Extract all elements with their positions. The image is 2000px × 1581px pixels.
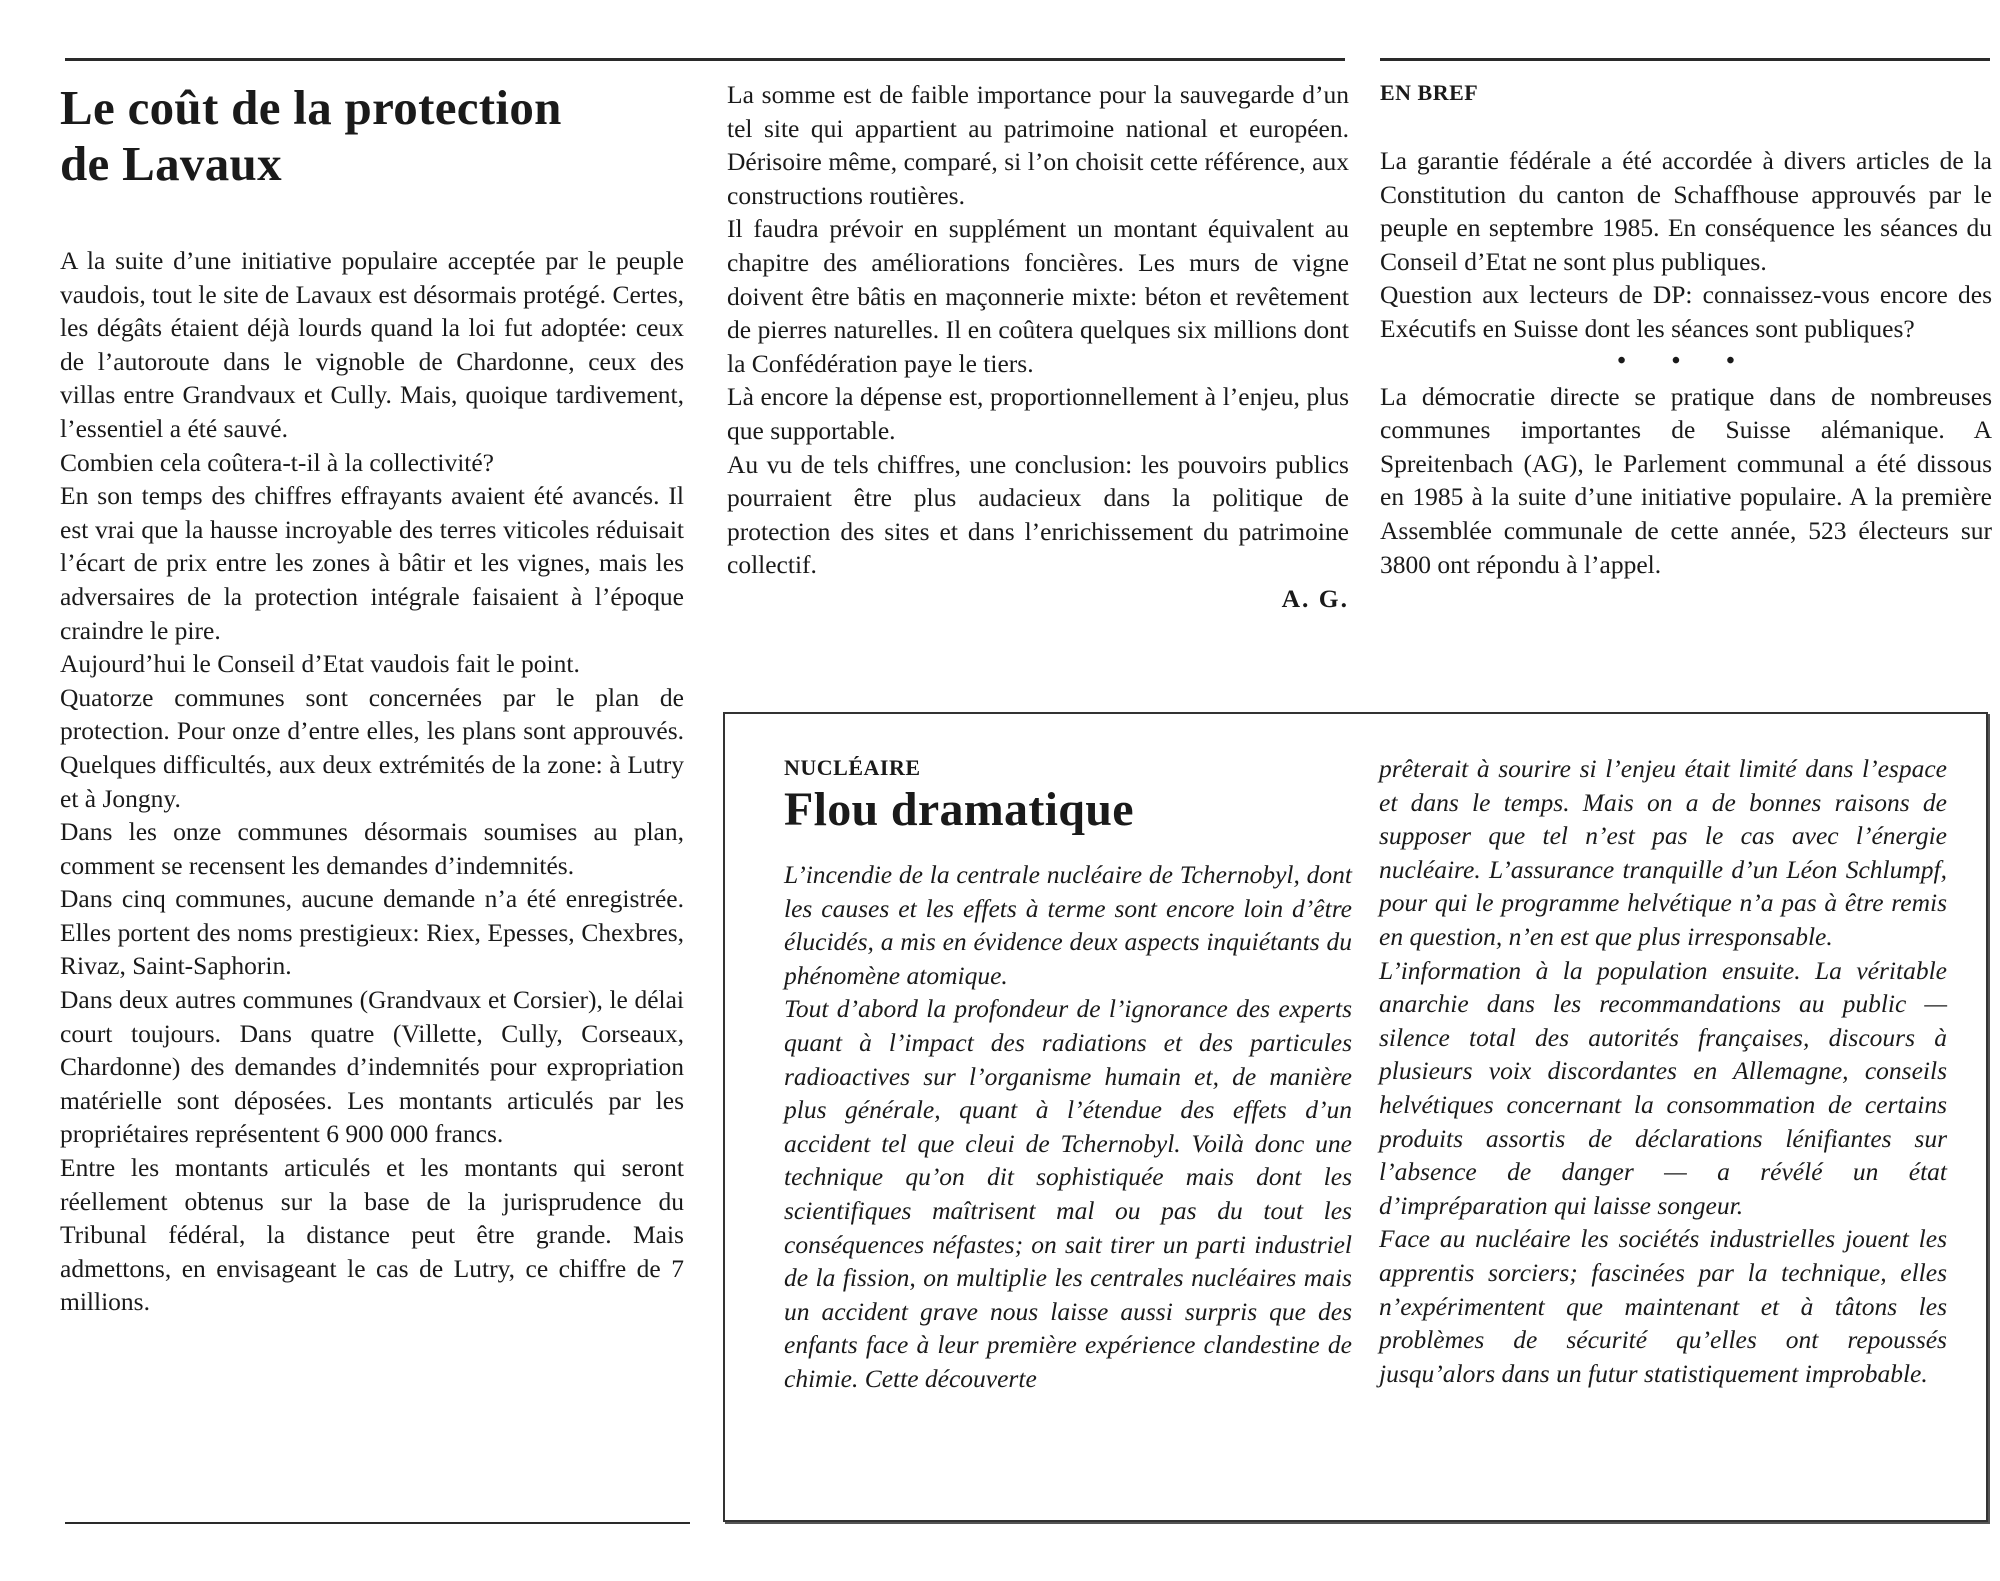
- lavaux-continuation: [727, 78, 1349, 616]
- paragraph: La garantie fédérale a été accordée à divers articles de la Constitution du canton de Schaffhouse approuvés par le peuple en septembre 1985. En conséquence les séances du Conseil d’Etat ne sont plus publiques.: [1380, 146, 1992, 276]
- article-title-line2: de Lavaux: [60, 136, 282, 191]
- en-bref-section: [1380, 78, 1992, 581]
- top-rule-right: [1380, 58, 1990, 61]
- lavaux-body-col1: [60, 244, 684, 1319]
- nucleaire-box: [723, 712, 1988, 1522]
- author-signature: A. G.: [1281, 583, 1349, 613]
- paragraph: Tout d’abord la profondeur de l’ignorance des experts quant à l’impact des radiations et des particules radioactives sur l’organisme humain et, de manière plus générale, quant à l’étendue des effets d’un accident tel que cleui de Tchernobyl. Voilà donc une technique qu’on dit sophistiquée mais dont les scientifiques maîtrisent mal ou pas du tout les conséquences néfastes; on sait tirer un parti industriel de la fission, on multiplie les centrales nucléaires mais un accident grave nous laisse aussi surpris que des enfants face à leur première expérience clandestine de chimie. Cette découverte: [784, 994, 1352, 1393]
- paragraph: Entre les montants articulés et les montants qui seront réellement obtenus sur la base de la jurisprudence du Tribunal fédéral, la distance peut être grande. Mais admettons, en envisageant le cas de Lutry, ce chiffre de 7 millions.: [60, 1153, 684, 1317]
- paragraph: A la suite d’une initiative populaire acceptée par le peuple vaudois, tout le site de Lavaux est désormais protégé. Certes, les dégâts étaient déjà lourds quand la loi fut adoptée: ceux de l’autoroute dans le vignoble de Chardonne, ceux des villas entre Grandvaux et Cully. Mais, quoique tardivement, l’essentiel a été sauvé.: [60, 246, 684, 443]
- lavaux-body-col2: [727, 78, 1349, 616]
- paragraph: Dans les onze communes désormais soumises au plan, comment se recensent les demandes d’indemnités.: [60, 817, 684, 880]
- paragraph: prêterait à sourire si l’enjeu était limité dans l’espace et dans le temps. Mais on a de bonnes raisons de supposer que tel n’est pas le cas avec l’énergie nucléaire. L’assurance tranquille d’un Léon Schlumpf, pour qui le programme helvétique n’a pas à être remis en question, n’en est que plus irresponsable.: [1379, 754, 1947, 951]
- paragraph: Face au nucléaire les sociétés industrielles jouent les apprentis sorciers; fascinées par la technique, elles n’expérimentent que maintenant et à tâtons les problèmes de sécurité qu’elles ont repoussés jusqu’alors dans un futur statistiquement improbable.: [1379, 1224, 1947, 1388]
- en-bref-heading: EN BREF: [1380, 80, 1479, 105]
- paragraph: Dans cinq communes, aucune demande n’a été enregistrée. Elles portent des noms prestigieux: Riex, Epesses, Chexbres, Rivaz, Saint-Saphorin.: [60, 884, 684, 981]
- paragraph: Aujourd’hui le Conseil d’Etat vaudois fait le point.: [60, 649, 580, 679]
- nucleaire-col2: [1379, 752, 1947, 1390]
- paragraph: La démocratie directe se pratique dans de nombreuses communes importantes de Suisse alémanique. A Spreitenbach (AG), le Parlement communal a été dissous en 1985 à la suite d’une initiative populaire. A la première Assemblée communale de cette année, 523 électeurs sur 3800 ont répondu à l’appel.: [1380, 381, 1992, 579]
- paragraph: Question aux lecteurs de DP: connaissez-vous encore des Exécutifs en Suisse dont les séances sont publiques?: [1380, 280, 1992, 343]
- lavaux-article: [60, 80, 684, 1319]
- paragraph: Au vu de tels chiffres, une conclusion: les pouvoirs publics pourraient être plus audacieux dans la politique de protection des sites et dans l’enrichissement du patrimoine collectif.: [727, 449, 1349, 580]
- paragraph: L’information à la population ensuite. La véritable anarchie dans les recommandations au public — silence total des autorités françaises, discours à plusieurs voix discordantes en Allemagne, conseils helvétiques concernant la consommation de certains produits assortis de déclarations lénifiantes sur l’absence de danger — a révélé un état d’impréparation qui laisse songeur.: [1379, 955, 1947, 1220]
- nucleaire-kicker: NUCLÉAIRE: [784, 755, 921, 780]
- paragraph: Quatorze communes sont concernées par le plan de protection. Pour onze d’entre elles, les plans sont approuvés. Quelques difficultés, aux deux extrémités de la zone: à Lutry et à Jongny.: [60, 682, 684, 813]
- paragraph: Combien cela coûtera-t-il à la collectivité?: [60, 447, 494, 477]
- top-rule-left: [65, 58, 1345, 61]
- section-separator: • • •: [1617, 347, 1755, 374]
- bottom-rule-left: [65, 1522, 690, 1524]
- nucleaire-body-col1: [784, 858, 1352, 1396]
- paragraph: Il faudra prévoir en supplément un montant équivalent au chapitre des améliorations foncières. Les murs de vigne doivent être bâtis en maçonnerie mixte: béton et revêtement de pierres naturelles. Il en coûtera quelques six millions dont la Confédération paye le tiers.: [727, 214, 1349, 378]
- article-title: [60, 80, 684, 192]
- en-bref-body: [1380, 144, 1992, 581]
- paragraph: L’incendie de la centrale nucléaire de Tchernobyl, dont les causes et les effets à terme sont encore loin d’être élucidés, a mis en évidence deux aspects inquiétants du phénomène atomique.: [784, 860, 1352, 990]
- paragraph: En son temps des chiffres effrayants avaient été avancés. Il est vrai que la hausse incroyable des terres viticoles réduisait l’écart de prix entre les zones à bâtir et les vignes, mais les adversaires de la protection intégrale faisaient à l’époque craindre le pire.: [60, 481, 684, 645]
- nucleaire-body-col2: [1379, 752, 1947, 1390]
- paragraph: Dans deux autres communes (Grandvaux et Corsier), le délai court toujours. Dans quatre (Villette, Cully, Corseaux, Chardonne) des demandes d’indemnités pour expropriation matérielle sont déposées. Les montants articulés par les propriétaires représentent 6 900 000 francs.: [60, 985, 684, 1149]
- nucleaire-title: Flou dramatique: [784, 783, 1134, 836]
- paragraph: La somme est de faible importance pour la sauvegarde d’un tel site qui appartient au patrimoine national et européen. Dérisoire même, comparé, si l’on choisit cette référence, aux constructions routières.: [727, 80, 1349, 210]
- paragraph: Là encore la dépense est, proportionnellement à l’enjeu, plus que supportable.: [727, 382, 1349, 445]
- nucleaire-col1: [784, 754, 1352, 1396]
- article-title-line1: Le coût de la protection: [60, 80, 562, 135]
